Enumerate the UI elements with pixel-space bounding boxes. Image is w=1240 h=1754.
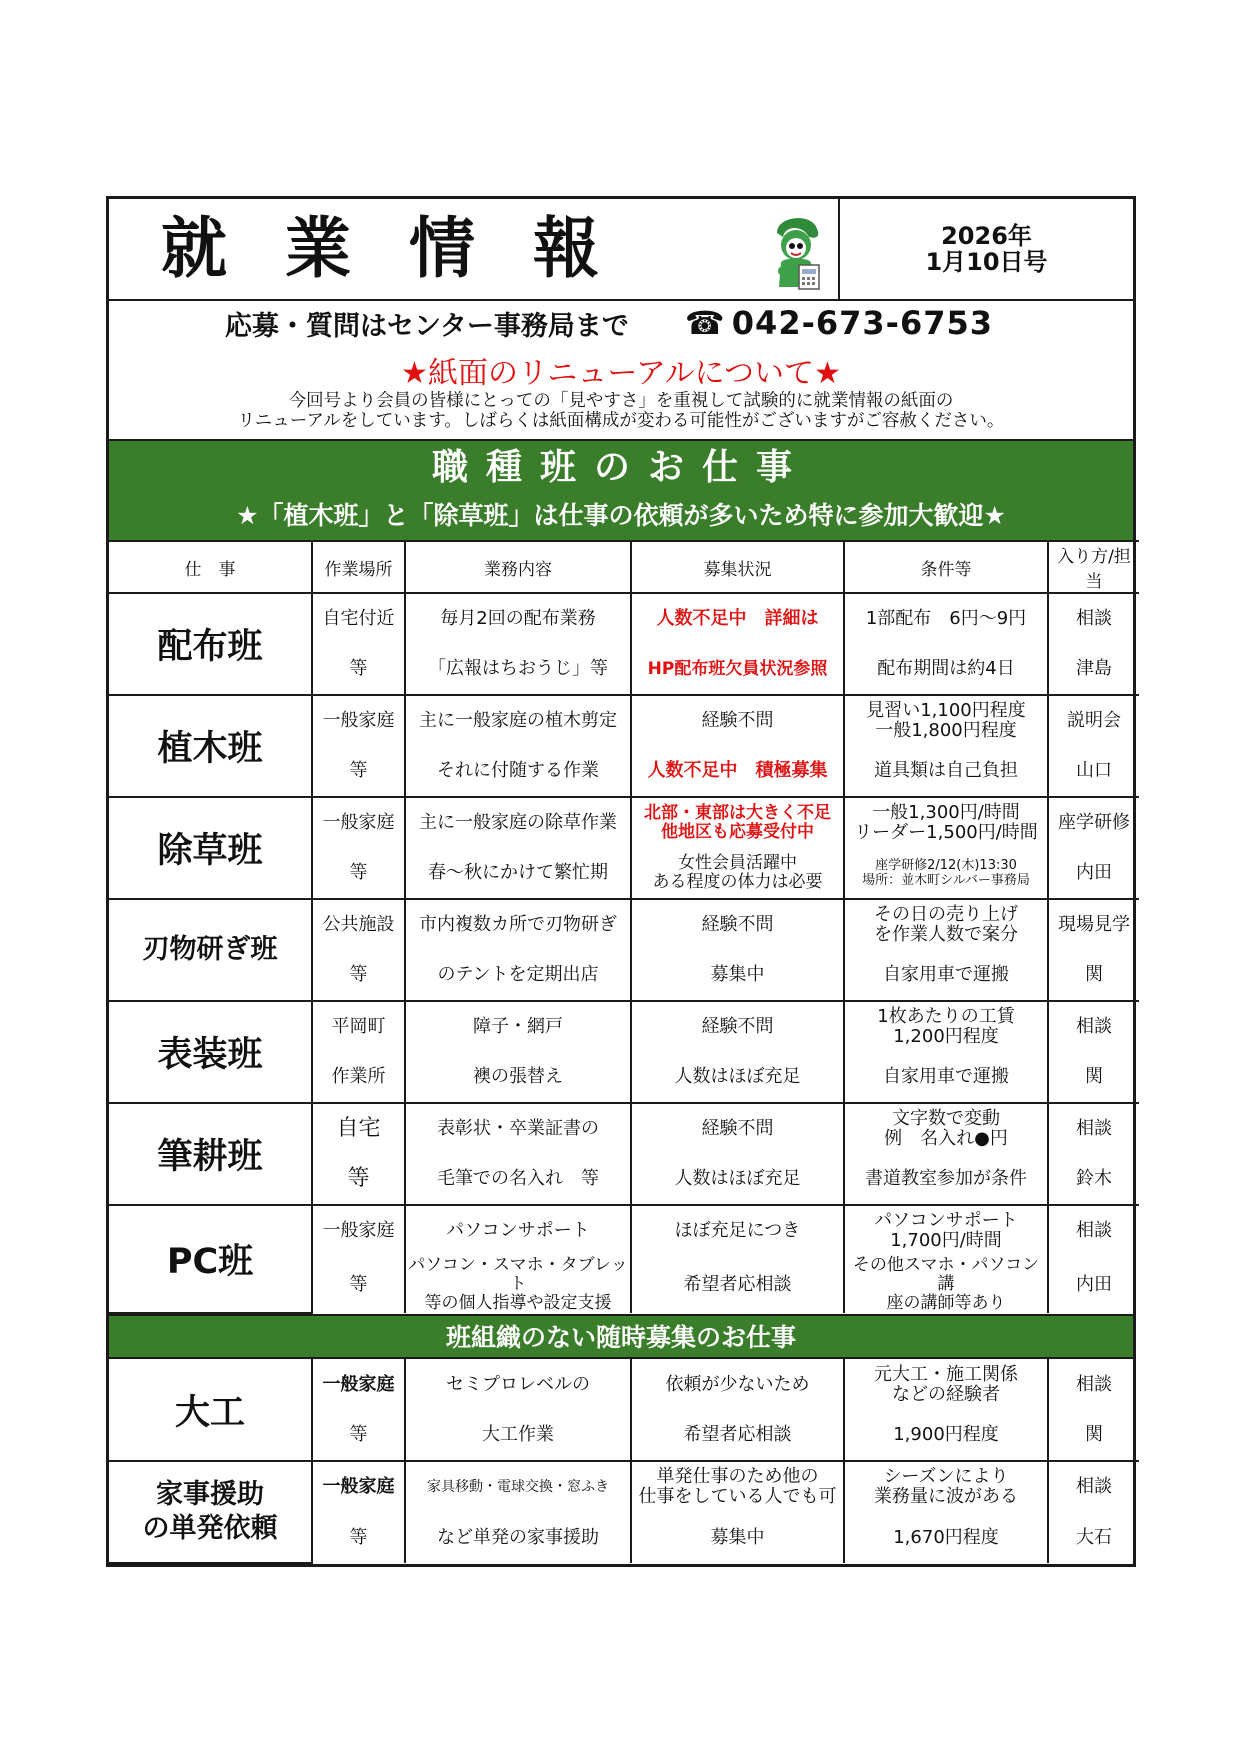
job-cond-line: シーズンにより [883, 1466, 1009, 1487]
job-status: 経験不問 [631, 1001, 844, 1052]
job-work: 大工作業 [405, 1410, 631, 1461]
table-row [109, 1461, 1139, 1512]
table-row [109, 695, 1139, 746]
job-status-line: 他地区も応募受付中 [661, 822, 814, 842]
job-contact: 相談 [1048, 1001, 1139, 1052]
job-work: のテントを定期出店 [405, 950, 631, 1001]
table-header [109, 541, 1139, 593]
col-header: 入り方/担当 [1048, 541, 1139, 593]
job-work: 毎月2回の配布業務 [405, 593, 631, 644]
job-cond-line: 業務量に波がある [874, 1486, 1018, 1507]
job-place: 等 [312, 848, 405, 899]
table-row [109, 1001, 1139, 1052]
job-place: 平岡町 [312, 1001, 405, 1052]
job-contact: 相談 [1048, 1359, 1139, 1410]
job-cond-line: 場所：並木町シルバー事務局 [862, 873, 1030, 888]
job-cond-line: 座学研修2/12(木)13:30 [875, 858, 1017, 873]
job-work-line: 等の個人指導や設定支援 [424, 1293, 612, 1313]
job-status: 人数不足中 詳細は [631, 593, 844, 644]
job-contact: 内田 [1048, 848, 1139, 899]
job-work [405, 1256, 631, 1313]
job-status: 人数はほぼ充足 [631, 1154, 844, 1205]
phone-number: 042-673-6753 [731, 304, 993, 342]
job-status: 経験不問 [631, 695, 844, 746]
job-contact: 鈴木 [1048, 1154, 1139, 1205]
job-cond-line: パソコンサポート [874, 1210, 1018, 1231]
job-info-sheet [106, 196, 1136, 1567]
job-contact: 相談 [1048, 593, 1139, 644]
job-work-line: パソコン・スマホ・タブレット [408, 1255, 628, 1294]
job-cond-line: 一般1,300円/時間 [872, 802, 1020, 823]
job-status: 人数はほぼ充足 [631, 1052, 844, 1103]
table-row [109, 899, 1139, 950]
table-row [109, 593, 1139, 644]
col-header: 仕 事 [109, 541, 312, 593]
job-cond [844, 1461, 1048, 1512]
job-work: 春～秋にかけて繁忙期 [405, 848, 631, 899]
job-work: 毛筆での名入れ 等 [405, 1154, 631, 1205]
job-name [109, 1461, 312, 1563]
notice-line-2: リニューアルをしています。しばらくは紙面構成が変わる可能性がございますがご容赦ください。 [237, 411, 1005, 431]
job-status: 経験不問 [631, 1103, 844, 1154]
job-work: 「広報はちおうじ」等 [405, 644, 631, 695]
job-status: ほぼ充足につき [631, 1205, 844, 1256]
job-contact: 関 [1048, 1052, 1139, 1103]
job-contact: 関 [1048, 1410, 1139, 1461]
job-contact: 山口 [1048, 746, 1139, 797]
job-cond-line: 元大工・施工関係 [874, 1363, 1018, 1385]
job-status [631, 797, 844, 848]
job-name: 除草班 [109, 797, 312, 899]
job-status: 募集中 [631, 1512, 844, 1563]
job-cond-line: リーダー1,500円/時間 [854, 822, 1038, 843]
col-header: 業務内容 [405, 541, 631, 593]
job-place: 等 [312, 644, 405, 695]
job-cond [844, 1103, 1048, 1154]
job-status [631, 848, 844, 899]
job-place: 自宅 [312, 1103, 405, 1154]
table-row [109, 797, 1139, 848]
job-cond [844, 695, 1048, 746]
job-contact: 相談 [1048, 1103, 1139, 1154]
job-contact: 津島 [1048, 644, 1139, 695]
section-banner-2: 班組織のない随時募集のお仕事 [109, 1314, 1133, 1359]
job-status-line: 北部・東部は大きく不足 [644, 803, 831, 823]
job-contact: 相談 [1048, 1461, 1139, 1512]
job-status: 経験不問 [631, 899, 844, 950]
contact-phone [685, 304, 993, 342]
job-work: など単発の家事援助 [405, 1512, 631, 1563]
job-cond-line: 一般1,800円程度 [875, 720, 1017, 741]
table-row [109, 1205, 1139, 1256]
job-name: PC班 [109, 1205, 312, 1313]
job-name: 刃物研ぎ班 [109, 899, 312, 1001]
job-status: 募集中 [631, 950, 844, 1001]
job-name: 大工 [109, 1359, 312, 1461]
job-place: 一般家庭 [312, 1461, 405, 1512]
issue-day: 1月10日号 [925, 248, 1048, 276]
job-cond [844, 1359, 1048, 1410]
job-place: 等 [312, 1512, 405, 1563]
job-cond: 自家用車で運搬 [844, 1052, 1048, 1103]
job-status-line: 仕事をしている人でも可 [638, 1486, 837, 1507]
job-work: 主に一般家庭の植木剪定 [405, 695, 631, 746]
job-status: 人数不足中 積極募集 [631, 746, 844, 797]
job-status: 希望者応相談 [631, 1256, 844, 1313]
issue-date [840, 199, 1133, 299]
job-cond: 書道教室参加が条件 [844, 1154, 1048, 1205]
job-contact: 座学研修 [1048, 797, 1139, 848]
notice-title: ★紙面のリニューアルについて★ [401, 356, 841, 391]
job-contact: 相談 [1048, 1205, 1139, 1256]
job-name-line: 家事援助 [156, 1479, 264, 1510]
job-cond [844, 848, 1048, 899]
job-cond-line: などの経験者 [892, 1383, 1000, 1405]
job-place: 等 [312, 1256, 405, 1313]
job-place: 等 [312, 1410, 405, 1461]
job-work: パソコンサポート [405, 1205, 631, 1256]
job-status-line: 単発仕事のため他の [656, 1466, 819, 1487]
extra-job-table [109, 1359, 1139, 1564]
job-status: 依頼が少ないため [631, 1359, 844, 1410]
job-work: 家具移動・電球交換・窓ふき [405, 1461, 631, 1512]
job-cond [844, 797, 1048, 848]
title-box [109, 199, 840, 299]
job-cond: 1,900円程度 [844, 1410, 1048, 1461]
job-cond: 道具類は自己負担 [844, 746, 1048, 797]
job-cond-line: 1枚あたりの工賃 [877, 1006, 1015, 1027]
header [109, 199, 1133, 301]
job-place: 一般家庭 [312, 797, 405, 848]
job-contact: 内田 [1048, 1256, 1139, 1313]
job-place: 等 [312, 1154, 405, 1205]
job-cond: 配布期間は約4日 [844, 644, 1048, 695]
job-place: 作業所 [312, 1052, 405, 1103]
job-work: 襖の張替え [405, 1052, 631, 1103]
section-banner-1 [109, 439, 1133, 540]
job-cond-line: を作業人数で案分 [874, 924, 1018, 945]
job-name: 配布班 [109, 593, 312, 695]
job-cond-line: その他スマホ・パソコン講 [852, 1255, 1040, 1294]
renewal-notice [109, 345, 1133, 439]
job-status: HP配布班欠員状況参照 [631, 644, 844, 695]
notice-line-1: 今回号より会員の皆様にとっての「見やすさ」を重視して試験的に就業情報の紙面の [288, 391, 954, 411]
job-cond: 1部配布 6円～9円 [844, 593, 1048, 644]
job-cond [844, 1205, 1048, 1256]
job-contact: 説明会 [1048, 695, 1139, 746]
job-cond-line: その日の売り上げ [874, 904, 1018, 925]
table-row [109, 1103, 1139, 1154]
job-work: 表彰状・卒業証書の [405, 1103, 631, 1154]
job-work: 市内複数カ所で刃物研ぎ [405, 899, 631, 950]
job-cond-line: 例 名入れ●円 [884, 1128, 1008, 1149]
table-row [109, 1359, 1139, 1410]
job-cond [844, 1256, 1048, 1313]
job-work: 主に一般家庭の除草作業 [405, 797, 631, 848]
job-place: 等 [312, 950, 405, 1001]
job-place: 一般家庭 [312, 1359, 405, 1410]
job-cond: 1,670円程度 [844, 1512, 1048, 1563]
job-place: 一般家庭 [312, 1205, 405, 1256]
job-work: 障子・網戸 [405, 1001, 631, 1052]
job-name: 植木班 [109, 695, 312, 797]
job-status: 希望者応相談 [631, 1410, 844, 1461]
job-contact: 大石 [1048, 1512, 1139, 1563]
section-title: 職種班のお仕事 [431, 447, 810, 488]
job-contact: 現場見学 [1048, 899, 1139, 950]
col-header: 募集状況 [631, 541, 844, 593]
job-cond [844, 1001, 1048, 1052]
job-cond-line: 文字数で変動 [892, 1108, 1000, 1129]
section-subtitle: ★「植木班」と「除草班」は仕事の依頼が多いため特に参加大歓迎★ [236, 501, 1006, 530]
job-status [631, 1461, 844, 1512]
job-cond-line: 1,200円程度 [893, 1026, 999, 1047]
job-name-line: の単発依頼 [142, 1513, 278, 1544]
contact-line [109, 301, 1133, 345]
job-cond: 自家用車で運搬 [844, 950, 1048, 1001]
job-table [109, 540, 1139, 1314]
col-header: 作業場所 [312, 541, 405, 593]
contact-text: 応募・質問はセンター事務局まで [225, 310, 629, 342]
job-contact: 関 [1048, 950, 1139, 1001]
job-status-line: ある程度の体力は必要 [652, 872, 823, 892]
job-place: 等 [312, 746, 405, 797]
job-status-line: 女性会員活躍中 [678, 853, 797, 873]
job-work: それに付随する作業 [405, 746, 631, 797]
issue-year: 2026年 [941, 222, 1032, 250]
mascot-icon [763, 211, 827, 293]
job-cond-line: 見習い1,100円程度 [866, 700, 1026, 721]
job-cond-line: 1,700円/時間 [890, 1230, 1002, 1251]
job-cond-line: 座の講師等あり [886, 1293, 1006, 1313]
job-cond [844, 899, 1048, 950]
job-work: セミプロレベルの [405, 1359, 631, 1410]
job-place: 自宅付近 [312, 593, 405, 644]
job-name: 表装班 [109, 1001, 312, 1103]
page-title: 就業情報 [161, 210, 657, 287]
job-place: 公共施設 [312, 899, 405, 950]
phone-icon: ☎ [684, 304, 726, 342]
col-header: 条件等 [844, 541, 1048, 593]
job-name: 筆耕班 [109, 1103, 312, 1205]
job-place: 一般家庭 [312, 695, 405, 746]
